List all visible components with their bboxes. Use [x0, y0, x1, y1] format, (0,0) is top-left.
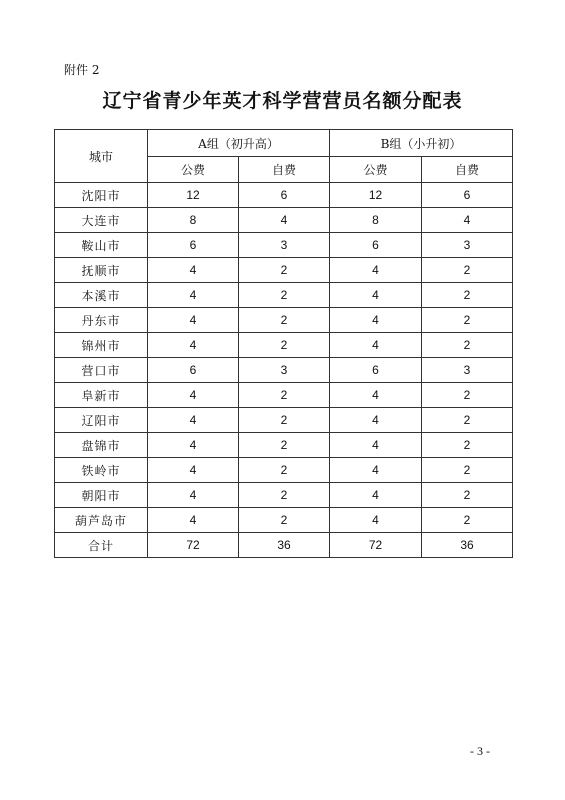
quota-value-cell: 6 [422, 183, 513, 208]
table-row [55, 433, 513, 458]
quota-value-cell: 2 [239, 508, 330, 533]
quota-table [54, 129, 513, 558]
quota-value-cell: 4 [330, 408, 422, 433]
table-body [55, 183, 513, 558]
quota-value-cell: 4 [330, 308, 422, 333]
table-row [55, 283, 513, 308]
document-title: 辽宁省青少年英才科学营营员名额分配表 [102, 90, 463, 112]
quota-value-cell: 6 [148, 358, 239, 383]
quota-value-cell: 2 [422, 433, 513, 458]
quota-value-cell: 2 [422, 308, 513, 333]
quota-value-cell: 2 [239, 383, 330, 408]
city-cell: 盘锦市 [55, 433, 148, 458]
quota-value-cell: 12 [148, 183, 239, 208]
attachment-label: 附件 2 [64, 63, 100, 77]
city-cell: 营口市 [55, 358, 148, 383]
quota-value-cell: 4 [148, 483, 239, 508]
table-row [55, 208, 513, 233]
group-a-public-header: 公费 [148, 157, 239, 183]
city-cell: 沈阳市 [55, 183, 148, 208]
table-row [55, 408, 513, 433]
city-cell: 合计 [55, 533, 148, 558]
quota-value-cell: 2 [422, 483, 513, 508]
city-cell: 锦州市 [55, 333, 148, 358]
quota-value-cell: 2 [422, 508, 513, 533]
quota-value-cell: 36 [239, 533, 330, 558]
quota-value-cell: 4 [330, 458, 422, 483]
quota-value-cell: 4 [330, 508, 422, 533]
table-row [55, 258, 513, 283]
city-cell: 丹东市 [55, 308, 148, 333]
quota-value-cell: 4 [148, 383, 239, 408]
quota-value-cell: 2 [422, 258, 513, 283]
city-cell: 辽阳市 [55, 408, 148, 433]
quota-value-cell: 2 [422, 383, 513, 408]
city-cell: 本溪市 [55, 283, 148, 308]
city-cell: 阜新市 [55, 383, 148, 408]
quota-value-cell: 3 [422, 358, 513, 383]
city-cell: 葫芦岛市 [55, 508, 148, 533]
quota-value-cell: 2 [239, 258, 330, 283]
quota-value-cell: 4 [330, 333, 422, 358]
total-row [55, 533, 513, 558]
quota-value-cell: 4 [330, 258, 422, 283]
quota-value-cell: 2 [239, 433, 330, 458]
table-row [55, 183, 513, 208]
quota-value-cell: 2 [239, 308, 330, 333]
quota-value-cell: 6 [330, 233, 422, 258]
quota-value-cell: 4 [148, 308, 239, 333]
quota-value-cell: 4 [239, 208, 330, 233]
quota-value-cell: 8 [148, 208, 239, 233]
quota-value-cell: 2 [422, 458, 513, 483]
quota-value-cell: 12 [330, 183, 422, 208]
city-cell: 铁岭市 [55, 458, 148, 483]
city-cell: 大连市 [55, 208, 148, 233]
table-row [55, 383, 513, 408]
page-number: - 3 - [470, 744, 490, 758]
table-row [55, 233, 513, 258]
table-row [55, 483, 513, 508]
quota-value-cell: 4 [148, 283, 239, 308]
group-b-header: B组（小升初） [330, 130, 513, 157]
quota-value-cell: 2 [239, 333, 330, 358]
table-row [55, 358, 513, 383]
group-a-self-header: 自费 [239, 157, 330, 183]
quota-value-cell: 4 [330, 433, 422, 458]
quota-value-cell: 2 [239, 408, 330, 433]
city-column-header: 城市 [55, 130, 148, 183]
city-cell: 朝阳市 [55, 483, 148, 508]
quota-value-cell: 72 [148, 533, 239, 558]
quota-value-cell: 3 [422, 233, 513, 258]
quota-value-cell: 4 [148, 408, 239, 433]
quota-value-cell: 4 [422, 208, 513, 233]
city-cell: 抚顺市 [55, 258, 148, 283]
quota-value-cell: 6 [239, 183, 330, 208]
quota-value-cell: 4 [148, 433, 239, 458]
group-b-self-header: 自费 [422, 157, 513, 183]
quota-value-cell: 2 [239, 458, 330, 483]
quota-value-cell: 2 [422, 408, 513, 433]
quota-value-cell: 2 [239, 483, 330, 508]
quota-value-cell: 4 [148, 258, 239, 283]
quota-value-cell: 2 [422, 283, 513, 308]
quota-value-cell: 8 [330, 208, 422, 233]
quota-value-cell: 2 [422, 333, 513, 358]
quota-value-cell: 4 [330, 283, 422, 308]
quota-value-cell: 36 [422, 533, 513, 558]
quota-value-cell: 3 [239, 358, 330, 383]
quota-value-cell: 4 [148, 508, 239, 533]
quota-value-cell: 4 [148, 333, 239, 358]
group-b-public-header: 公费 [330, 157, 422, 183]
quota-value-cell: 4 [148, 458, 239, 483]
quota-value-cell: 3 [239, 233, 330, 258]
quota-value-cell: 6 [148, 233, 239, 258]
city-cell: 鞍山市 [55, 233, 148, 258]
table-row [55, 333, 513, 358]
group-a-header: A组（初升高） [148, 130, 330, 157]
table-row [55, 458, 513, 483]
quota-value-cell: 72 [330, 533, 422, 558]
quota-value-cell: 2 [239, 283, 330, 308]
quota-value-cell: 4 [330, 483, 422, 508]
table-row [55, 308, 513, 333]
quota-value-cell: 4 [330, 383, 422, 408]
table-row [55, 508, 513, 533]
quota-value-cell: 6 [330, 358, 422, 383]
